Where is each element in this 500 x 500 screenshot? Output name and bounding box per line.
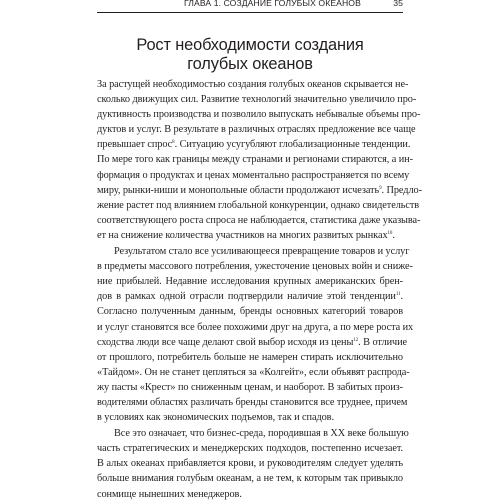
- text-line: формация о продуктах и ценах моментально распространяется по всему: [97, 169, 410, 181]
- text-line: превышает спрос$^8$. Ситуацию усугубляют глобализационные тенденции.: [97, 139, 411, 151]
- text-line: ет на снижение количества участников на многих развитых рынках$^{10}$.: [97, 229, 395, 241]
- text-line: в условиях как экономических подъемов, так и спадов.: [97, 412, 334, 424]
- footnote-ref[interactable]: 12: [353, 337, 359, 343]
- text-line: водителями областях различать бренды становится все труднее, причем: [97, 396, 408, 408]
- paragraph-3: [97, 426, 409, 500]
- text-line: соответствующего роста спроса не наблюдается, статистика даже указыва-: [97, 214, 421, 226]
- text-line: Согласно полученным данным, бренды основных категорий товаров: [97, 306, 403, 318]
- footnote-ref[interactable]: 8: [172, 140, 175, 146]
- text-line: жу пасты «Крест» по сниженным ценам, и наоборот. В забитых произ-: [97, 381, 403, 393]
- running-title: ГЛАВА 1. СОЗДАНИЕ ГОЛУБЫХ ОКЕАНОВ: [184, 0, 361, 8]
- text-line: от прошлого, потребитель больше не намерен стирать исключительно: [97, 351, 403, 363]
- paragraph-2: [97, 244, 414, 425]
- text-line: По мере того как границы между странами и регионами стираются, а ин-: [97, 154, 413, 166]
- text-line: «Тайдом». Он не станет цепляться за «Колгейт», если объявят распрода-: [97, 366, 410, 378]
- text-line: В алых океанах прибавляется крови, и руководителям следует уделять: [97, 458, 403, 470]
- text-line: дуктивность производства и позволило выпускать небывалые объемы про-: [97, 109, 421, 121]
- page-number: 35: [393, 0, 403, 8]
- text-line: За растущей необходимостью создания голубых океанов скрывается не-: [97, 79, 409, 90]
- text-line: ние прибылей. Недавние исследования крупных американских брен-: [97, 276, 403, 288]
- section-heading-line-2: голубых океанов: [187, 55, 313, 73]
- body-text: [97, 77, 422, 500]
- running-header: [97, 0, 403, 13]
- text-line: дов в рамках одной отрасли подтвердили наличие этой тенденции$^{11}$.: [97, 291, 403, 303]
- text-line: миру, рынки-ниши и монопольные области продолжают исчезать$^9$. Предло-: [97, 184, 422, 196]
- text-line: Все это означает, что бизнес-среда, породившая в XX веке большую: [114, 428, 409, 440]
- text-line: Результатом стало все усиливающееся превращение товаров и услуг: [114, 246, 410, 258]
- section-heading-line-1: Рост необходимости создания: [136, 36, 364, 54]
- footnote-ref[interactable]: 9: [379, 185, 382, 191]
- text-line: и услуг становятся все более похожими друг на друга, а по мере роста их: [97, 321, 414, 333]
- text-line: дуктов и услуг. В результате в различных отраслях предложение все чаще: [97, 124, 416, 136]
- text-line: в предметы массового потребления, ужесточение ценовых войн и сниже-: [97, 261, 413, 273]
- section-heading: [97, 36, 403, 74]
- text-line: сколько движущих сил. Развитие технологий значительно увеличило про-: [97, 94, 417, 106]
- text-line: сонмище нынешних менеджеров.: [97, 488, 242, 500]
- paragraph-1: [97, 77, 422, 243]
- text-line: больше внимания голубым океанам, а не тем, к которым так привыкло: [97, 473, 403, 485]
- text-line: сходства люди все чаще делают свой выбор исходя из цены$^{12}$. В отличие: [97, 336, 408, 348]
- footnote-ref[interactable]: 10: [387, 230, 393, 236]
- text-line: часть стратегических и менеджерских подходов, постепенно исчезает.: [97, 443, 403, 455]
- text-line: жение растет под влиянием глобальной конкуренции, однако свидетельств: [97, 199, 420, 211]
- footnote-ref[interactable]: 11: [395, 292, 401, 298]
